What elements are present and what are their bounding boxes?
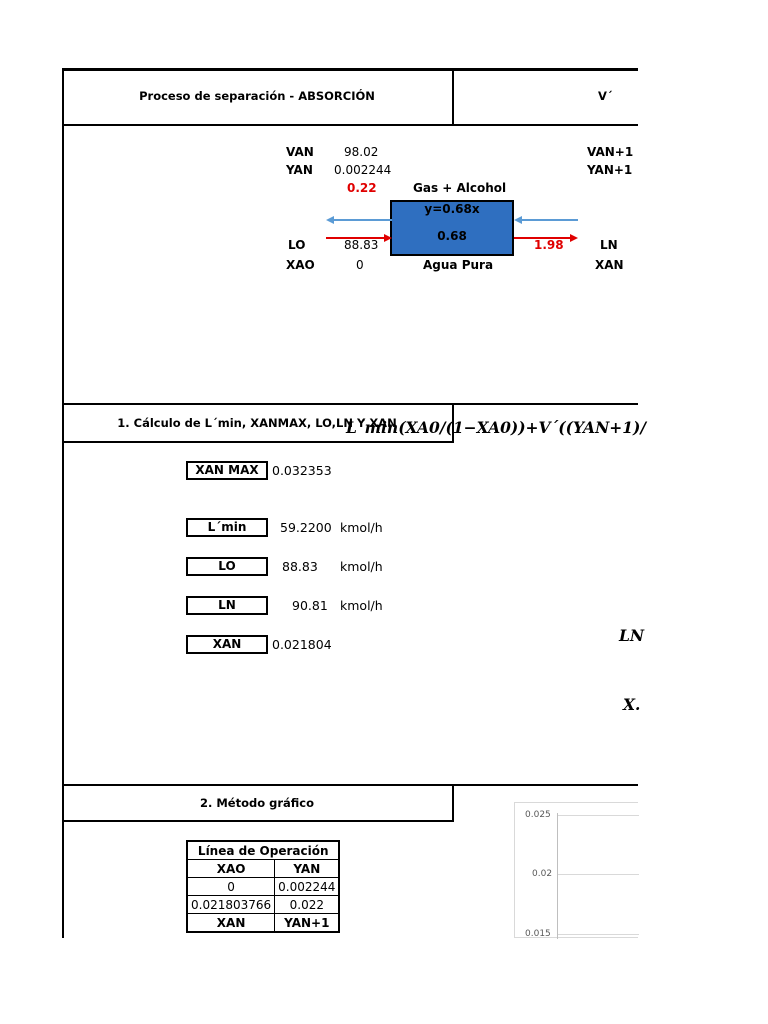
table-row xyxy=(187,914,339,933)
yan-plus1-label: YAN+1 xyxy=(587,163,633,177)
lo-value: 88.83 xyxy=(344,238,379,252)
gridline xyxy=(557,874,639,875)
xanmax-value: 0.032353 xyxy=(272,463,332,478)
section2-top-border xyxy=(62,784,638,786)
y-axis xyxy=(557,813,558,939)
water-label: Agua Pura xyxy=(423,258,494,272)
v-prime-label: V´ xyxy=(598,89,613,103)
blue-arrow-in-icon xyxy=(514,216,522,224)
table-header: YAN xyxy=(275,860,340,878)
table-cell: 0.022 xyxy=(275,896,340,914)
yan-label: YAN xyxy=(286,163,313,177)
xan-box: XAN xyxy=(186,635,268,654)
ln-label: LN xyxy=(600,238,618,252)
ln-formula-fragment: LN xyxy=(619,626,645,645)
section1-title: 1. Cálculo de L´min, XANMAX, LO,LN Y XAN xyxy=(117,416,397,430)
xao-label: XAO xyxy=(286,258,315,272)
box-value: 0.68 xyxy=(437,229,467,243)
red-value-right: 1.98 xyxy=(534,238,564,252)
xao-value: 0 xyxy=(356,258,364,272)
gridline xyxy=(557,815,639,816)
operation-line-table xyxy=(186,840,340,933)
van-plus1-label: VAN+1 xyxy=(587,145,634,159)
table-cell: 0.021803766 xyxy=(187,896,275,914)
y-tick-label: 0.02 xyxy=(532,869,553,879)
lmin-value: 59.2200 xyxy=(280,520,332,535)
absorber-box xyxy=(390,200,514,256)
table-cell: YAN+1 xyxy=(275,914,340,933)
lo-calc-value: 88.83 xyxy=(282,559,318,574)
section2-title: 2. Método gráfico xyxy=(199,796,315,810)
header-divider xyxy=(452,68,454,126)
gridline xyxy=(557,934,639,935)
ln-unit: kmol/h xyxy=(340,598,383,613)
y-tick-label: 0.025 xyxy=(525,810,551,820)
top-border xyxy=(62,68,638,71)
red-value-left: 0.22 xyxy=(347,181,377,195)
ln-calc-value: 90.81 xyxy=(292,598,328,613)
table-cell: 0 xyxy=(187,878,275,896)
chart-area xyxy=(514,802,638,938)
red-arrow-right-icon xyxy=(384,234,392,242)
table-row xyxy=(187,896,339,914)
lo-box: LO xyxy=(186,557,268,576)
yan-value: 0.002244 xyxy=(334,163,392,177)
lmin-formula: L´min(XA0/(1−XA0))+V´((YAN+1)/ xyxy=(346,418,647,437)
table-cell: XAN xyxy=(187,914,275,933)
section1-top-border xyxy=(62,403,638,405)
section2-bottom-border xyxy=(62,820,454,822)
table-cell: 0.002244 xyxy=(275,878,340,896)
x-formula-fragment: X. xyxy=(623,695,641,714)
section1-bottom-border xyxy=(62,441,454,443)
section2-divider xyxy=(452,784,454,822)
table-title: Línea de Operación xyxy=(187,841,339,860)
van-label: VAN xyxy=(286,145,314,159)
spreadsheet-sheet xyxy=(62,68,647,939)
page-title: Proceso de separación - ABSORCIÓN xyxy=(139,89,375,103)
y-tick-label: 0.015 xyxy=(525,929,551,939)
header-bottom-border xyxy=(62,124,638,126)
lmin-unit: kmol/h xyxy=(340,520,383,535)
xan-calc-value: 0.021804 xyxy=(272,637,332,652)
ln-box: LN xyxy=(186,596,268,615)
blue-arrow-left-icon xyxy=(326,216,334,224)
box-equation: y=0.68x xyxy=(424,202,480,216)
lmin-box: L´min xyxy=(186,518,268,537)
red-arrow-out-icon xyxy=(570,234,578,242)
xan-label: XAN xyxy=(595,258,624,272)
table-row xyxy=(187,878,339,896)
xanmax-box: XAN MAX xyxy=(186,461,268,480)
lo-label: LO xyxy=(288,238,306,252)
table-header: XAO xyxy=(187,860,275,878)
van-value: 98.02 xyxy=(344,145,379,159)
lo-unit: kmol/h xyxy=(340,559,383,574)
gas-label: Gas + Alcohol xyxy=(413,181,507,195)
